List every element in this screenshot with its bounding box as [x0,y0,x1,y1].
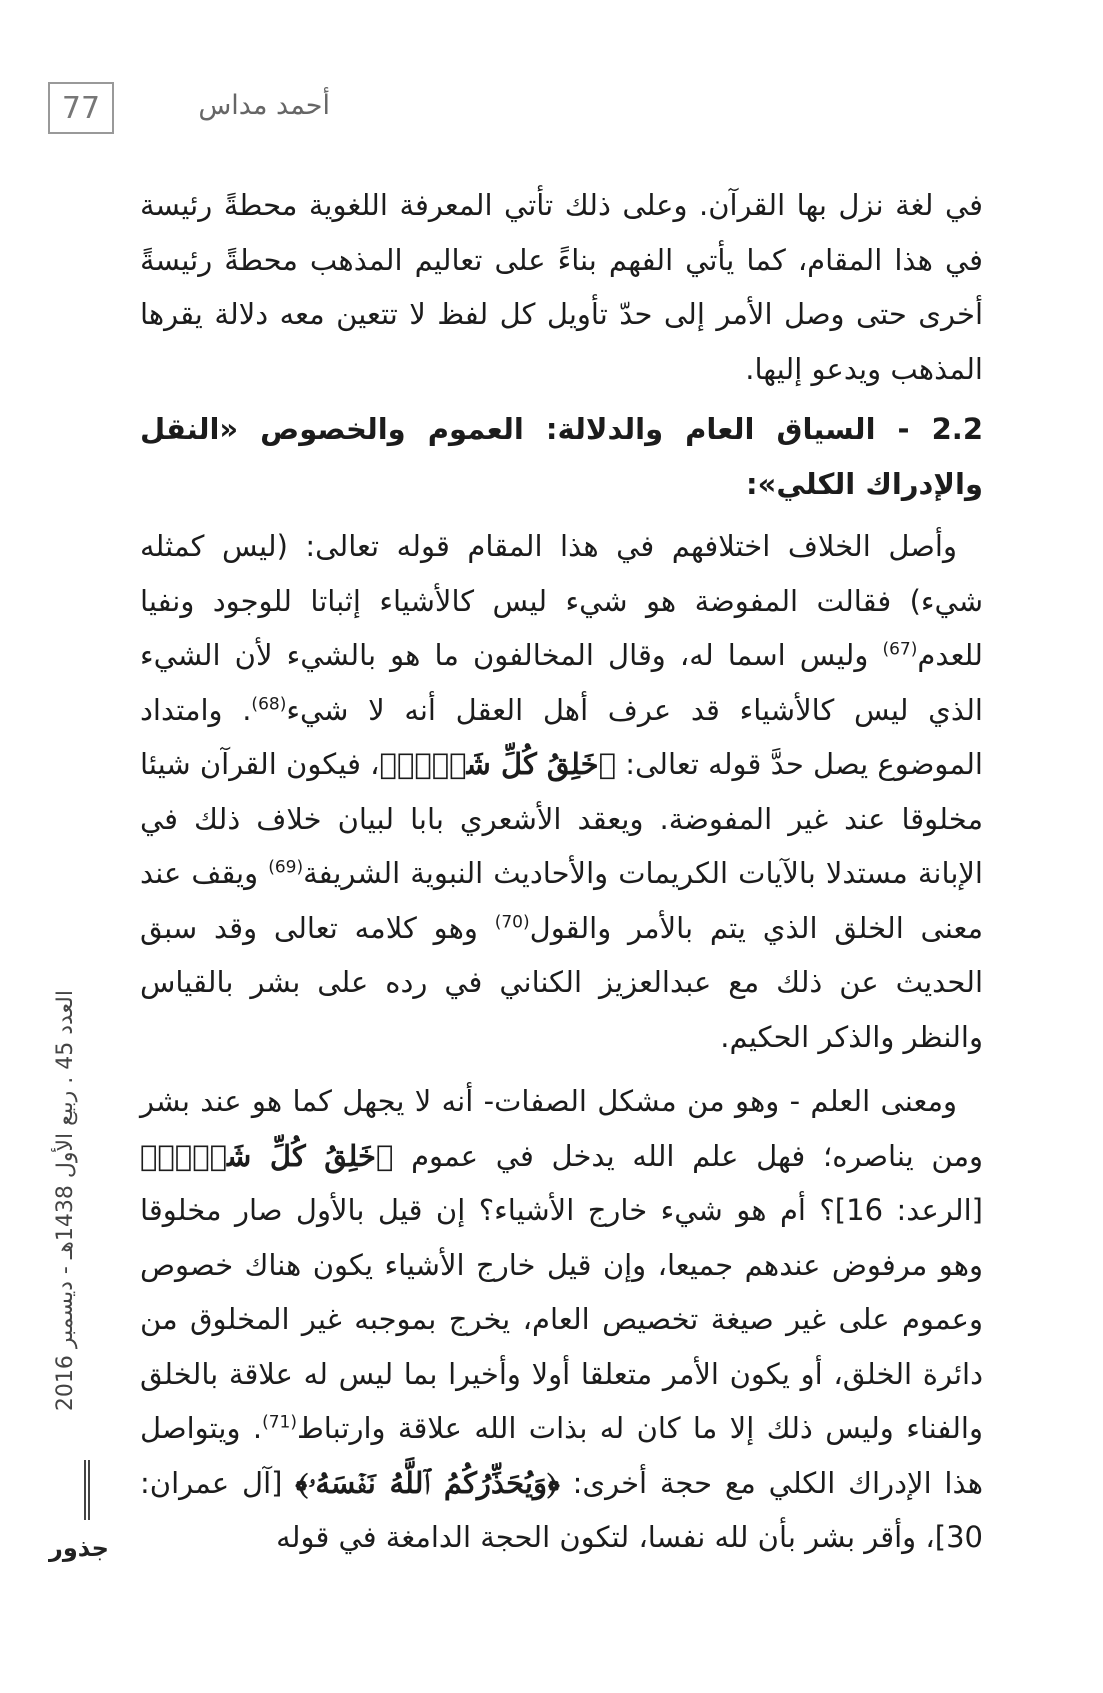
text: وليس اسما له، وقال المخالفون ما هو بالشيء لأن الشيء الذي ليس كالأشياء قد عرف أهل العقل أنه لا شيء [140,638,983,727]
text: . وامتداد الموضوع يصل حدَّ قوله تعالى: [140,692,983,781]
text: . ويتواصل هذا الإدراك الكلي مع حجة أخرى: [140,1411,984,1500]
footnote-ref: (69) [268,857,304,878]
author-name: أحمد مداس [198,90,330,121]
paragraph [140,519,983,1064]
divider [84,1460,86,1520]
footnote-ref: (67) [882,639,918,660]
divider [88,1460,90,1520]
footnote-ref: (68) [251,693,287,714]
text: ومعنى العلم - وهو من مشكل الصفات- أنه لا يجهل كما هو عند بشر ومن يناصره؛ فهل علم الله يدخل في عموم [140,1084,984,1173]
section-heading: 2.2 - السياق العام والدلالة: العموم والخصوص «النقل والإدراك الكلي»: [140,412,983,501]
article-body [140,178,983,1565]
journal-logo: جذور [49,1534,109,1562]
text: ويقف عند معنى الخلق الذي يتم بالأمر والقول [140,856,983,945]
quran-verse: ﴿وَيُحَذِّرُكُمُ ٱللَّهُ نَفۡسَهُۥ﴾ [295,1465,560,1500]
text: [آل عمران: 30]، وأقر بشر بأن لله نفسا، لتكون الحجة الدامغة في قوله [140,1465,983,1554]
quran-verse: ﴿خَلِقُ كُلِّ شَيۡءٖ﴾ [140,1138,394,1173]
text: وهو كلامه تعالى وقد سبق الحديث عن ذلك مع عبدالعزيز الكناني في رده على بشر بالقياس والنظر والذكر الحكيم. [140,910,983,1054]
text: [الرعد: 16]؟ أم هو شيء خارج الأشياء؟ إن قيل بالأول صار مخلوقا وهو مرفوض عندهم جميعا، وإن قيل خارج الأشياء يكون هناك خصوص وعموم على غير صيغة تخصيص العام، يخرج بموجبه غير المخلوق من دائرة الخلق، أو يكون الأمر متعلقا أولا وأخيرا بما ليس له علاقة بالخلق والفناء وليس ذلك إلا ما كان له بذات الله علاقة وارتباط [140,1193,983,1445]
footnote-ref: (70) [494,911,530,932]
text: ، فيكون القرآن شيئا مخلوقا عند غير المفوضة. ويعقد الأشعري بابا لبيان خلاف ذلك في الإبانة مستدلا بالآيات الكريمات والأحاديث النبوية الشريفة [140,747,983,890]
page-number: 77 [48,82,114,134]
paragraph: في لغة نزل بها القرآن. وعلى ذلك تأتي المعرفة اللغوية محطةً رئيسة في هذا المقام، كما يأتي الفهم بناءً على تعاليم المذهب محطةً رئيسةً أخرى حتى وصل الأمر إلى حدّ تأويل كل لفظ لا تتعين معه دلالة يقرها المذهب ويدعو إليها. [140,188,983,386]
paragraph [140,1074,983,1565]
issue-info: العدد 45 . ربيع الأول 1438هـ - ديسمبر 2016 [53,990,78,1412]
footnote-ref: (71) [262,1412,297,1433]
quran-verse: ﴿خَلِقُ كُلِّ شَيۡءٖ﴾ [379,747,616,781]
text: وأصل الخلاف اختلافهم في هذا المقام قوله تعالى: (ليس كمثله شيء) فقالت المفوضة هو شيء ليس كالأشياء إثباتا للوجود ونفيا للعدم [140,529,983,672]
